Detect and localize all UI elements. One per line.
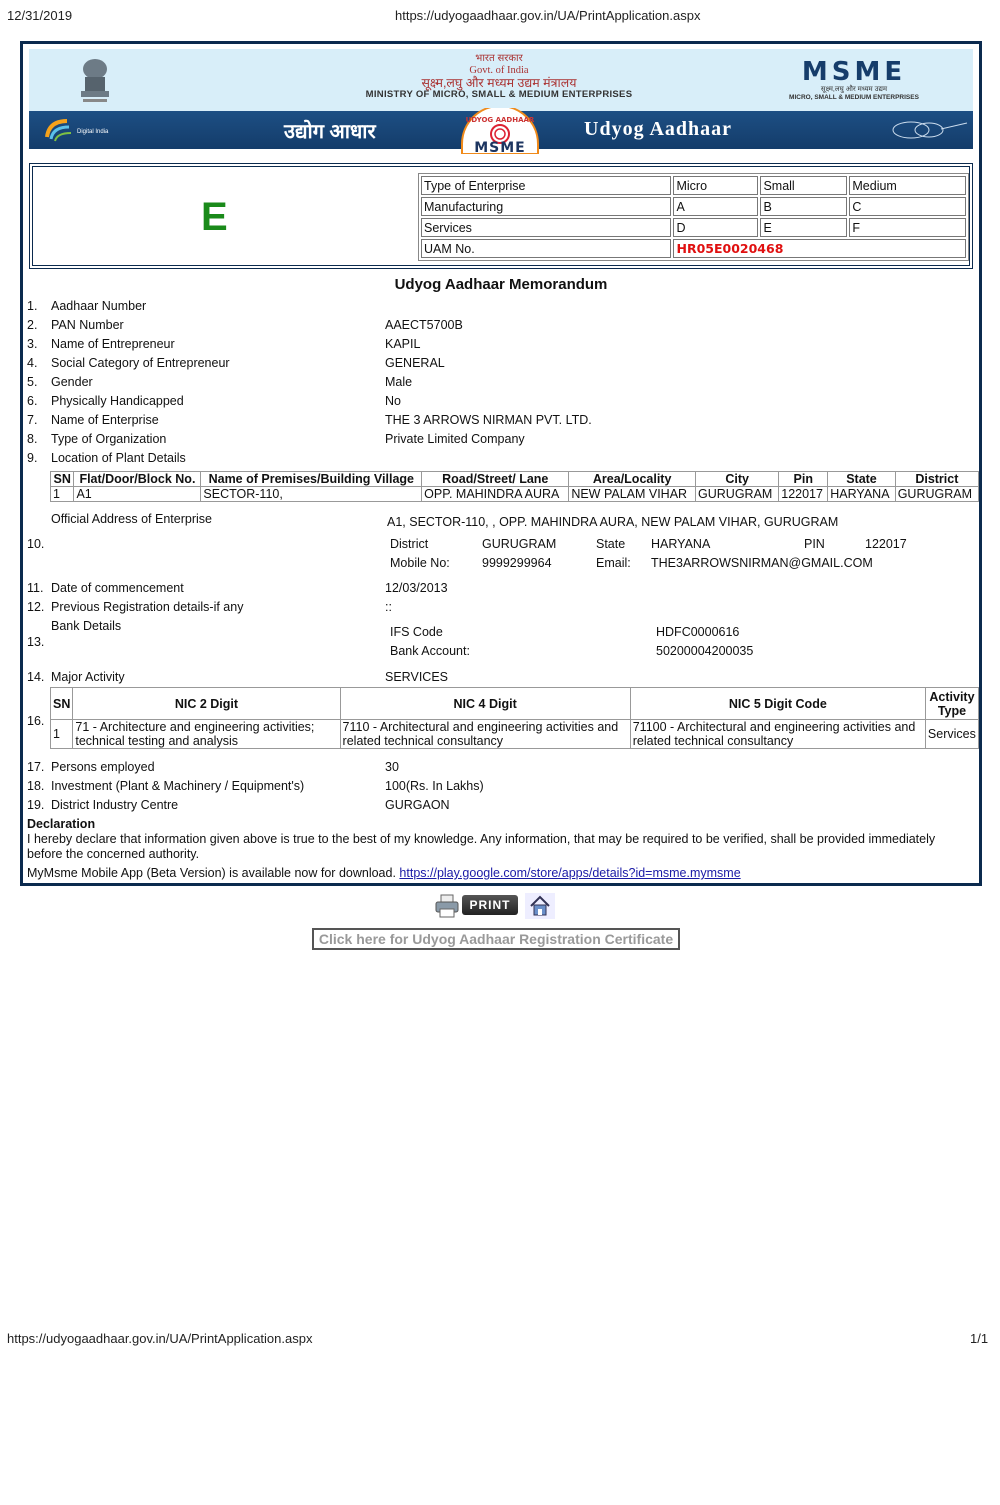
field-number: 16. xyxy=(27,714,45,728)
type-cell: B xyxy=(760,197,847,216)
ministry-banner xyxy=(29,49,973,111)
app-download-link[interactable]: https://play.google.com/store/apps/details?id=msme.mymsme xyxy=(399,866,741,880)
nic-cell: 7110 - Architectural and engineering activities and related technical consultancy xyxy=(340,720,630,749)
field-value: No xyxy=(385,394,401,408)
nic-cell: 71 - Architecture and engineering activities; technical testing and analysis xyxy=(73,720,340,749)
app-download-text: MyMsme Mobile App (Beta Version) is available now for download. xyxy=(27,866,396,880)
field-value: SERVICES xyxy=(385,670,448,684)
field-value: GENERAL xyxy=(385,356,445,370)
mobile-label: Mobile No: xyxy=(390,556,450,570)
nic-header-row xyxy=(51,688,979,720)
home-button[interactable] xyxy=(525,893,555,919)
type-cell: A xyxy=(673,197,758,216)
plant-header: Pin xyxy=(779,472,828,487)
district-value: GURUGRAM xyxy=(482,537,557,551)
uam-label: UAM No. xyxy=(421,239,671,258)
plant-cell: A1 xyxy=(74,487,201,502)
nic-cell: Services xyxy=(925,720,978,749)
mobile-value: 9999299964 xyxy=(482,556,552,570)
digital-india-icon xyxy=(43,117,73,143)
field-label: Date of commencement xyxy=(51,581,184,595)
hindi-ministry: सूक्ष्म,लघु और मध्यम उद्यम मंत्रालय xyxy=(421,76,577,90)
field-label: Type of Organization xyxy=(51,432,167,446)
plant-header: City xyxy=(696,472,779,487)
uam-row xyxy=(421,239,966,258)
field-number: 3. xyxy=(27,337,38,351)
state-label: State xyxy=(596,537,626,551)
ifs-value: HDFC0000616 xyxy=(656,625,740,639)
digital-india-text: Digital India xyxy=(77,129,109,135)
field-label: PAN Number xyxy=(51,318,124,332)
field-number: 8. xyxy=(27,432,38,446)
enterprise-type-table xyxy=(418,173,969,261)
field-number: 13. xyxy=(27,635,45,649)
email-value: THE3ARROWSNIRMAN@GMAIL.COM xyxy=(651,556,873,570)
msme-logo-text: MSME xyxy=(801,57,907,87)
field-value: THE 3 ARROWS NIRMAN PVT. LTD. xyxy=(385,413,592,427)
field-number: 9. xyxy=(27,451,38,465)
nic-cell: 71100 - Architectural and engineering activities and related technical consultancy xyxy=(630,720,925,749)
field-number: 4. xyxy=(27,356,38,370)
plant-cell: GURUGRAM xyxy=(696,487,779,502)
plant-header-row xyxy=(51,472,979,487)
plant-cell: HARYANA xyxy=(828,487,895,502)
district-label: District xyxy=(390,537,429,551)
field-number: 5. xyxy=(27,375,38,389)
field-number: 2. xyxy=(27,318,38,332)
type-cell: D xyxy=(673,218,758,237)
type-header-cell: Small xyxy=(760,176,847,195)
enterprise-category-letter: E xyxy=(201,195,228,239)
nic-header: NIC 5 Digit Code xyxy=(630,688,925,720)
plant-header: District xyxy=(895,472,978,487)
field-label: Major Activity xyxy=(51,670,125,684)
type-cell: Manufacturing xyxy=(421,197,671,216)
field-value: AAECT5700B xyxy=(385,318,463,332)
pin-value: 122017 xyxy=(865,537,907,551)
field-number: 17. xyxy=(27,760,45,774)
nic-header: SN xyxy=(51,688,73,720)
seal-top-text: UDYOG AADHAAR xyxy=(465,116,535,124)
ministry-name: MINISTRY OF MICRO, SMALL & MEDIUM ENTERPRISES xyxy=(365,89,633,100)
plant-cell: NEW PALAM VIHAR xyxy=(569,487,696,502)
email-label: Email: xyxy=(596,556,631,570)
field-number: 6. xyxy=(27,394,38,408)
official-address: A1, SECTOR-110, , OPP. MAHINDRA AURA, NEW PALAM VIHAR, GURUGRAM xyxy=(387,515,839,529)
field-label: Physically Handicapped xyxy=(51,394,184,408)
nic-row xyxy=(51,720,979,749)
digital-india-logo xyxy=(43,117,133,143)
state-value: HARYANA xyxy=(651,537,711,551)
field-label: Gender xyxy=(51,375,93,389)
plant-cell: 1 xyxy=(51,487,74,502)
india-logo-icon xyxy=(889,117,969,143)
ministry-title xyxy=(259,53,739,101)
field-value: KAPIL xyxy=(385,337,421,351)
type-header-cell: Medium xyxy=(849,176,966,195)
plant-location-table xyxy=(50,471,979,502)
type-header-cell: Micro xyxy=(673,176,758,195)
print-url: https://udyogaadhaar.gov.in/UA/PrintApplication.aspx xyxy=(395,8,701,23)
nic-header: Activity Type xyxy=(925,688,978,720)
field-number: 12. xyxy=(27,600,45,614)
udyog-aadhaar-english: Udyog Aadhaar xyxy=(584,118,733,140)
field-label: District Industry Centre xyxy=(51,798,179,812)
print-button[interactable]: PRINT xyxy=(462,895,518,915)
msme-subtitle: MICRO, SMALL & MEDIUM ENTERPRISES xyxy=(789,94,919,101)
hindi-govt: भारत सरकार xyxy=(475,53,523,64)
field-value: Private Limited Company xyxy=(385,432,525,446)
enterprise-type-box xyxy=(29,163,973,269)
plant-header: Road/Street/ Lane xyxy=(422,472,569,487)
field-number: 1. xyxy=(27,299,38,313)
field-value: 30 xyxy=(385,760,399,774)
app-download-line xyxy=(27,866,741,880)
bank-details-label: Bank Details xyxy=(51,619,122,633)
field-value: :: xyxy=(385,600,392,614)
udyog-aadhaar-seal xyxy=(448,108,552,154)
seal-msme-text: MSME xyxy=(474,140,526,156)
pin-label: PIN xyxy=(804,537,825,551)
field-label: Aadhaar Number xyxy=(51,299,147,313)
declaration-text: I hereby declare that information given above is true to the best of my knowledge. Any information, that may be required to be verified, shall be provided immediately before the concerned authority. xyxy=(27,832,936,861)
field-label: Investment (Plant & Machinery / Equipment's) xyxy=(51,779,305,793)
field-value: Male xyxy=(385,375,413,389)
nic-header: NIC 2 Digit xyxy=(73,688,340,720)
plant-header: Area/Locality xyxy=(569,472,696,487)
type-row xyxy=(421,197,966,216)
nic-header: NIC 4 Digit xyxy=(340,688,630,720)
type-row xyxy=(421,218,966,237)
msme-logo xyxy=(759,59,949,101)
field-label: Persons employed xyxy=(51,760,155,774)
type-cell: C xyxy=(849,197,966,216)
national-emblem-icon xyxy=(67,55,123,105)
nic-table xyxy=(50,687,979,749)
govt-of-india: Govt. of India xyxy=(469,65,529,76)
plant-cell: OPP. MAHINDRA AURA xyxy=(422,487,569,502)
field-label: Social Category of Entrepreneur xyxy=(51,356,230,370)
plant-cell: GURUGRAM xyxy=(895,487,978,502)
plant-cell: 122017 xyxy=(779,487,828,502)
declaration-title: Declaration xyxy=(27,817,96,831)
plant-header: Name of Premises/Building Village xyxy=(201,472,422,487)
field-value: 12/03/2013 xyxy=(385,581,448,595)
uam-number: HR05E0020468 xyxy=(673,239,966,258)
nic-cell: 1 xyxy=(51,720,73,749)
registration-certificate-button[interactable]: Click here for Udyog Aadhaar Registration Certificate xyxy=(312,928,680,950)
type-header-row xyxy=(421,176,966,195)
field-label: Location of Plant Details xyxy=(51,451,186,465)
printer-icon[interactable] xyxy=(434,893,460,919)
ifs-label: IFS Code xyxy=(390,625,443,639)
memorandum-title: Udyog Aadhaar Memorandum xyxy=(394,276,608,293)
document-frame xyxy=(20,41,982,886)
type-cell: Services xyxy=(421,218,671,237)
official-address-label: Official Address of Enterprise xyxy=(51,512,212,526)
home-icon xyxy=(525,893,555,919)
field-number: 7. xyxy=(27,413,38,427)
bank-account-label: Bank Account: xyxy=(390,644,470,658)
field-number: 10. xyxy=(27,537,45,551)
print-date: 12/31/2019 xyxy=(7,8,73,23)
field-number: 14. xyxy=(27,670,45,684)
plant-row xyxy=(51,487,979,502)
type-header-cell: Type of Enterprise xyxy=(421,176,671,195)
msme-hindi: सूक्ष्म,लघु और मध्यम उद्यम xyxy=(820,86,888,93)
type-cell: E xyxy=(760,218,847,237)
type-cell: F xyxy=(849,218,966,237)
bank-account-value: 50200004200035 xyxy=(656,644,754,658)
field-label: Previous Registration details-if any xyxy=(51,600,244,614)
field-label: Name of Enterprise xyxy=(51,413,159,427)
field-number: 19. xyxy=(27,798,45,812)
field-value: 100(Rs. In Lakhs) xyxy=(385,779,484,793)
udyog-aadhaar-hindi: उद्योग आधार xyxy=(284,121,376,143)
footer-url: https://udyogaadhaar.gov.in/UA/PrintApplication.aspx xyxy=(7,1331,313,1346)
plant-header: State xyxy=(828,472,895,487)
field-number: 18. xyxy=(27,779,45,793)
plant-cell: SECTOR-110, xyxy=(201,487,422,502)
field-number: 11. xyxy=(27,581,44,595)
footer-page-number: 1/1 xyxy=(970,1331,989,1346)
plant-header: Flat/Door/Block No. xyxy=(74,472,201,487)
plant-header: SN xyxy=(51,472,74,487)
field-value: GURGAON xyxy=(385,798,450,812)
field-label: Name of Entrepreneur xyxy=(51,337,175,351)
